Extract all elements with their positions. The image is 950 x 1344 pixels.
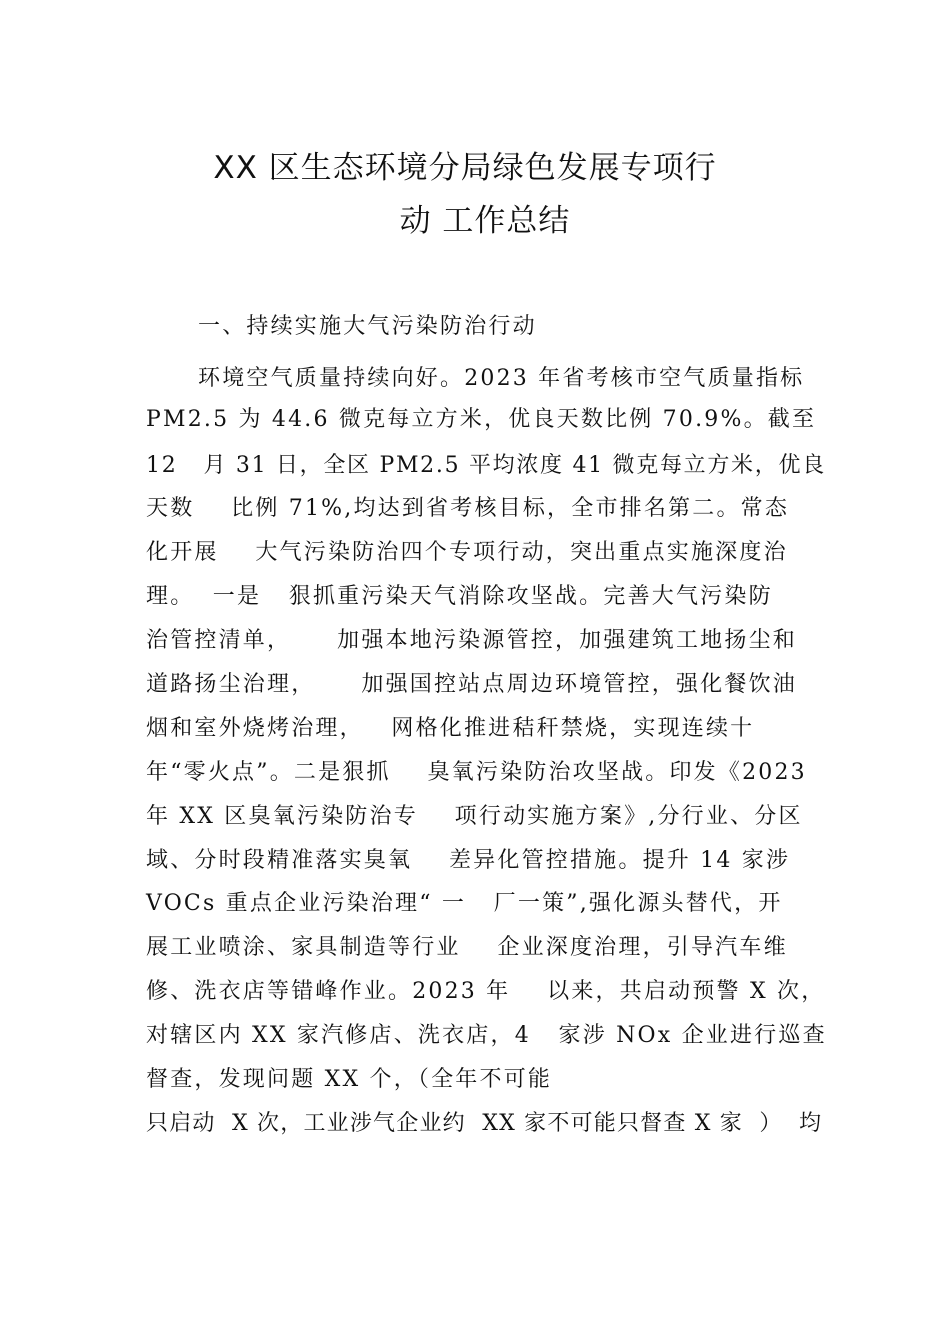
body-line: 治管控清单， 加强本地污染源管控，加强建筑工地扬尘和 — [146, 628, 797, 653]
body-line: PM2.5 为 44.6 微克每立方米，优良天数比例 70.9%。截至 — [146, 407, 817, 432]
body-line: 修、洗衣店等错峰作业。2023 年 以来，共启动预警 X 次， — [146, 979, 826, 1004]
body-line: 年“零火点”。二是狠抓 臭氧污染防治攻坚战。印发《2023 — [146, 760, 807, 785]
body-line: 理。 一是 狠抓重污染天气消除攻坚战。完善大气污染防 — [146, 584, 773, 609]
body-line: 对辖区内 XX 家汽修店、洗衣店，4 家涉 NOx 企业进行巡查 — [146, 1023, 827, 1048]
body-line: 环境空气质量持续向好。2023 年省考核市空气质量指标 — [198, 366, 805, 391]
body-line: 烟和室外烧烤治理， 网格化推进秸秆禁烧，实现连续十 — [146, 716, 755, 741]
body-line: 域、分时段精准落实臭氧 差异化管控措施。提升 14 家涉 — [146, 848, 791, 873]
body-line: 督查，发现问题 XX 个，（全年不可能 — [146, 1067, 553, 1092]
document-title-line-2: 动 工作总结 — [399, 203, 571, 239]
section-heading: 一、持续实施大气污染防治行动 — [198, 314, 537, 339]
body-line: 只启动 X 次，工业涉气企业约 XX 家不可能只督查 X 家 ） 均 — [146, 1111, 823, 1136]
document-title-line-1: XX 区生态环境分局绿色发展专项行 — [213, 150, 717, 186]
body-line: 天数 比例 71%,均达到省考核目标，全市排名第二。常态 — [146, 496, 790, 521]
body-line: 道路扬尘治理， 加强国控站点周边环境管控，强化餐饮油 — [146, 672, 797, 697]
body-line: 12 月 31 日，全区 PM2.5 平均浓度 41 微克每立方米，优良 — [146, 453, 826, 478]
body-line: 化开展 大气污染防治四个专项行动，突出重点实施深度治 — [146, 540, 788, 565]
body-line: VOCs 重点企业污染治理“ 一 厂一策”,强化源头替代，开 — [146, 891, 783, 916]
body-line: 年 XX 区臭氧污染防治专 项行动实施方案》,分行业、分区 — [146, 804, 803, 829]
body-line: 展工业喷涂、家具制造等行业 企业深度治理，引导汽车维 — [146, 935, 788, 960]
